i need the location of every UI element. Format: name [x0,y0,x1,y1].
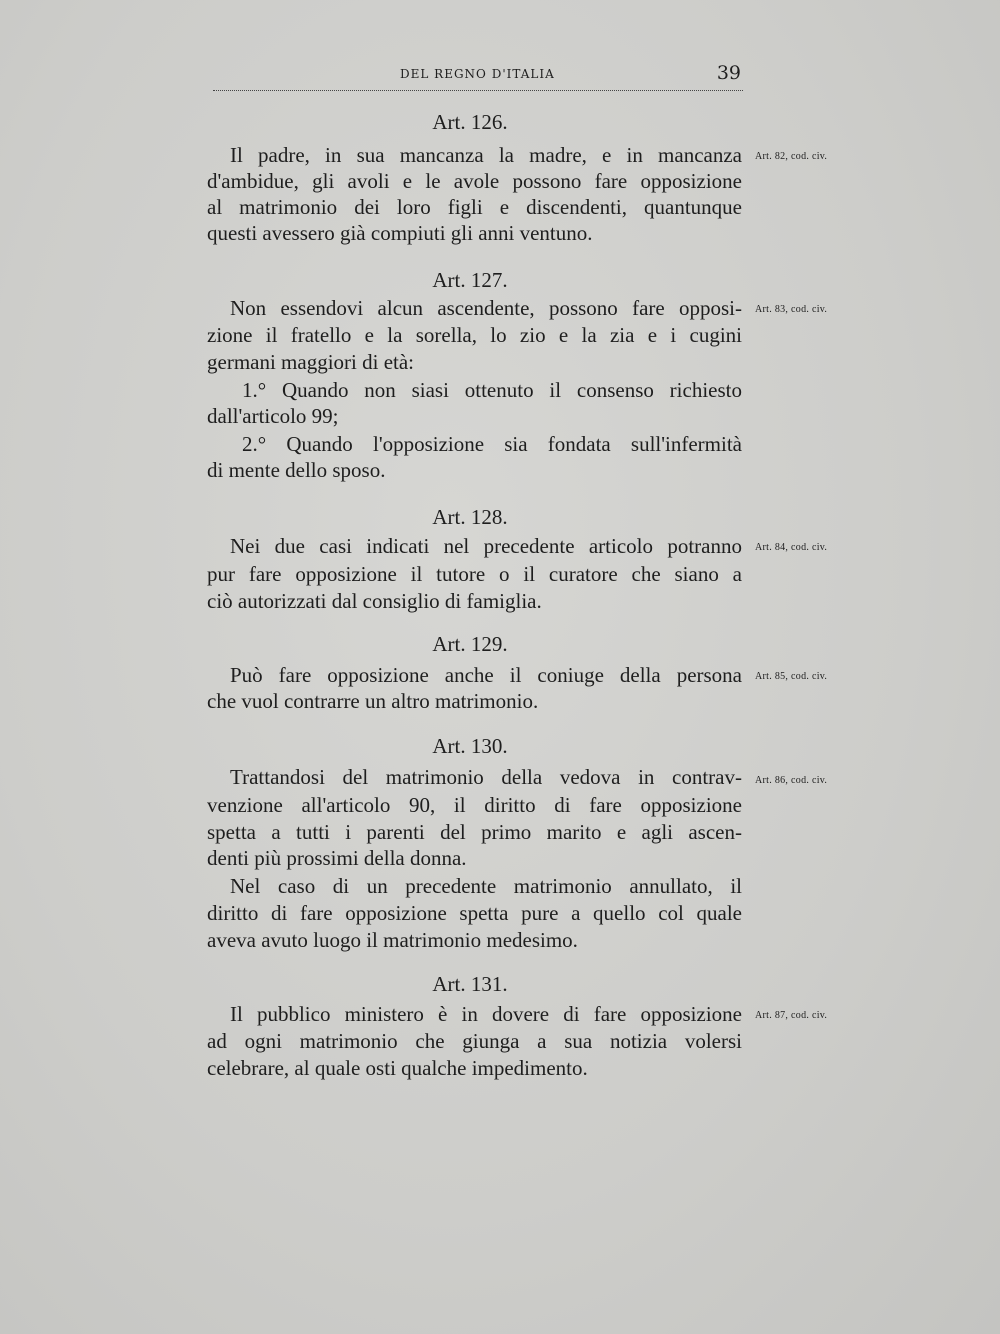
article-130-line: Nel caso di un precedente matrimonio annullato, il [230,874,742,898]
article-126-title: Art. 126. [432,110,508,134]
article-131-title: Art. 131. [432,972,508,996]
article-131-line: ad ogni matrimonio che giunga a sua notizia volersi [207,1029,742,1053]
article-128-line: pur fare opposizione il tutore o il curatore che siano a [207,562,742,586]
article-131-line: celebrare, al quale osti qualche impedimento. [207,1056,588,1080]
article-130-title: Art. 130. [432,734,508,758]
article-127-line: dall'articolo 99; [207,404,339,428]
article-128-line: ciò autorizzati dal consiglio di famiglia. [207,589,542,613]
article-128-line: Nei due casi indicati nel precedente articolo potranno [230,534,742,558]
article-127-line: 2.° Quando l'opposizione sia fondata sull'infermità [242,432,742,456]
article-127-line: Non essendovi alcun ascendente, possono fare opposi- [230,296,742,320]
article-131-margin-note: Art. 87, cod. civ. [755,1010,828,1021]
article-129-line: Può fare opposizione anche il coniuge della persona [230,663,742,687]
article-130-line: diritto di fare opposizione spetta pure a quello col quale [207,901,742,925]
article-126-line: d'ambidue, gli avoli e le avole possono fare opposizione [207,169,742,193]
article-130-line: Trattandosi del matrimonio della vedova in contrav- [230,765,742,789]
article-127-line: zione il fratello e la sorella, lo zio e la zia e i cugini [207,323,742,347]
article-131-line: Il pubblico ministero è in dovere di fare opposizione [230,1002,742,1026]
article-127-line: germani maggiori di età: [207,350,415,374]
running-title: DEL REGNO D'ITALIA [400,67,555,81]
article-130-line: denti più prossimi della donna. [207,846,467,870]
article-130-line: venzione all'articolo 90, il diritto di fare opposizione [207,793,742,817]
article-130-margin-note: Art. 86, cod. civ. [755,775,828,786]
article-128-title: Art. 128. [432,505,508,529]
article-130-line: aveva avuto luogo il matrimonio medesimo. [207,928,578,952]
article-129-line: che vuol contrarre un altro matrimonio. [207,689,539,713]
page-number: 39 [716,62,741,84]
running-head [213,64,743,91]
article-127-line: di mente dello sposo. [207,458,386,482]
article-126-margin-note: Art. 82, cod. civ. [755,151,828,162]
article-128-margin-note: Art. 84, cod. civ. [755,542,828,553]
article-127-margin-note: Art. 83, cod. civ. [755,304,828,315]
article-129-title: Art. 129. [432,632,508,656]
article-130-line: spetta a tutti i parenti del primo marito e agli ascen- [207,820,742,844]
article-129-margin-note: Art. 85, cod. civ. [755,671,828,682]
article-127-line: 1.° Quando non siasi ottenuto il consenso richiesto [242,378,742,402]
article-126-line: Il padre, in sua mancanza la madre, e in mancanza [230,143,742,167]
article-126-line: al matrimonio dei loro figli e discendenti, quantunque [207,195,742,219]
article-126-line: questi avessero già compiuti gli anni ventuno. [207,221,593,245]
article-127-title: Art. 127. [432,268,508,292]
